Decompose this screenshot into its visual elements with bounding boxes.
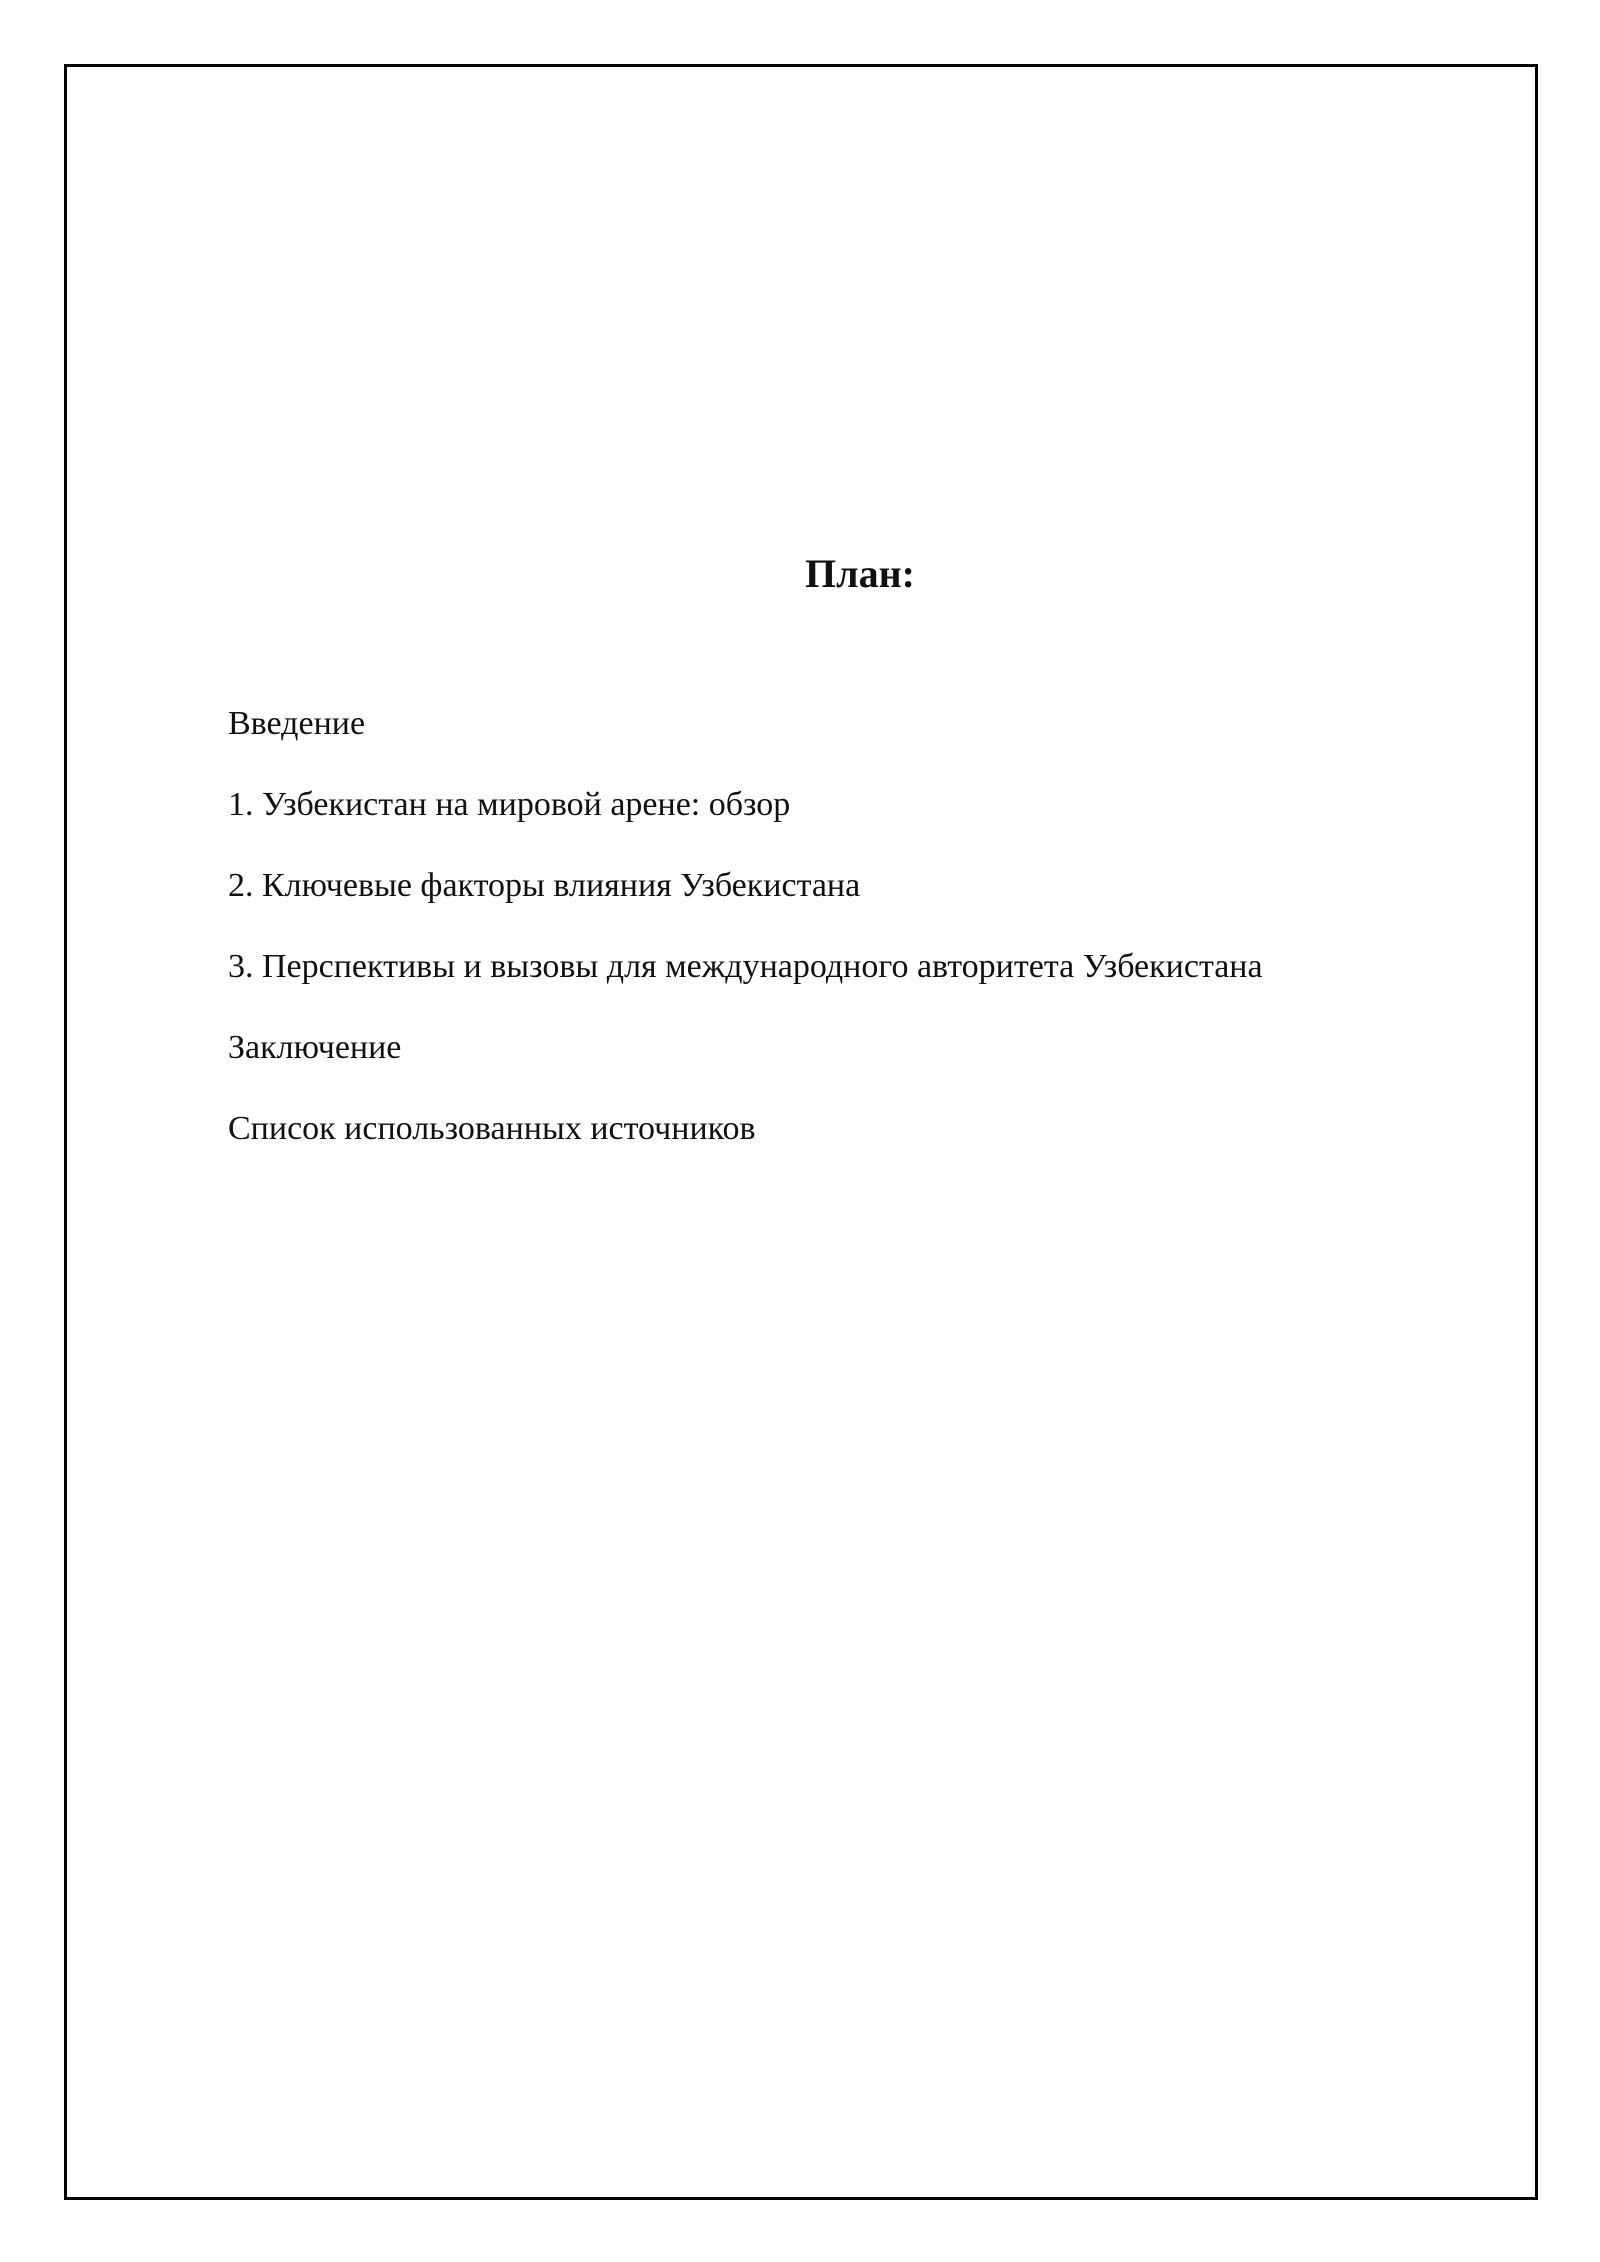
plan-item-references: Список использованных источников — [228, 1110, 756, 1147]
plan-list — [228, 700, 1263, 1186]
plan-item-3: 3. Перспективы и вызовы для международного авторитета Узбекистана — [228, 948, 1263, 985]
plan-item-introduction: Введение — [228, 705, 366, 742]
page-title: План: — [805, 551, 915, 596]
plan-item-2: 2. Ключевые факторы влияния Узбекистана — [228, 867, 861, 904]
plan-item-1: 1. Узбекистан на мировой арене: обзор — [228, 786, 791, 823]
plan-item-conclusion: Заключение — [228, 1029, 402, 1066]
